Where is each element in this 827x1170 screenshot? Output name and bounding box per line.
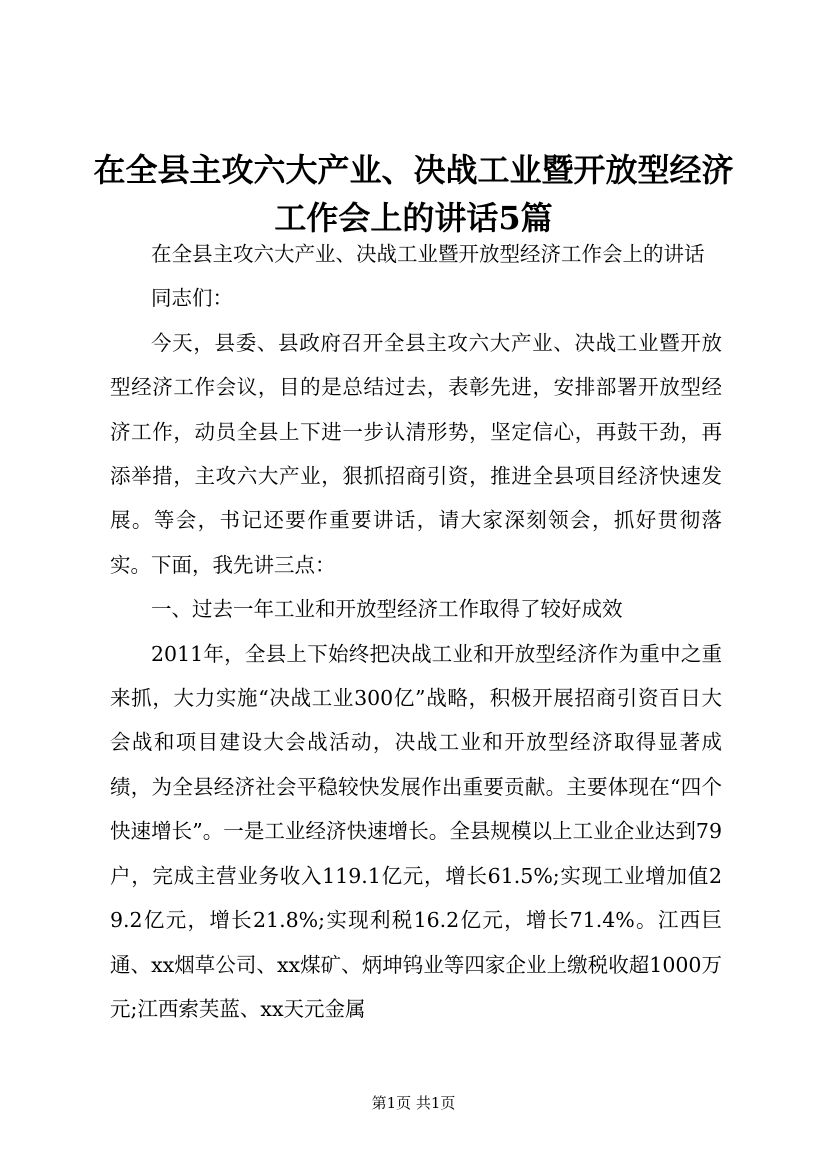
document-title-line-2: 工作会上的讲话5篇 — [274, 199, 553, 237]
subtitle-paragraph: 在全县主攻六大产业、决战工业暨开放型经济工作会上的讲话 — [151, 242, 705, 266]
salutation-paragraph: 同志们： — [151, 286, 233, 311]
section-heading: 一、过去一年工业和开放型经济工作取得了较好成效 — [151, 597, 623, 622]
intro-paragraph: 今天，县委、县政府召开全县主攻六大产业、决战工业暨开放型经济工作会议，目的是总结过去，表彰先进，安排部署开放型经济工作，动员全县上下进一步认清形势，坚定信心，再鼓干劲，再添举措，主攻六大产业，狠抓招商引资，推进全县项目经济快速发展。等会，书记还要作重要讲话，请大家深刻领会，抓好贯彻落实。下面，我先讲三点： — [110, 330, 722, 577]
document-body — [110, 232, 722, 1031]
document-title-line-1: 在全县主攻六大产业、决战工业暨开放型经济 — [93, 151, 734, 189]
body-paragraph: 2011年，全县上下始终把决战工业和开放型经济作为重中之重来抓，大力实施“决战工业300亿”战略，积极开展招商引资百日大会战和项目建设大会战活动，决战工业和开放型经济取得显著成绩，为全县经济社会平稳较快发展作出重要贡献。主要体现在“四个快速增长”。一是工业经济快速增长。全县规模以上工业企业达到79户，完成主营业务收入119.1亿元，增长61.5%;实现工业增加值29.2亿元，增长21.8%;实现利税16.2亿元，增长71.4%。江西巨通、xx烟草公司、xx煤矿、炳坤钨业等四家企业上缴税收超1000万元;江西索芙蓝、xx天元金属 — [110, 641, 722, 1021]
page-footer: 第1页 共1页 — [371, 1094, 456, 1112]
